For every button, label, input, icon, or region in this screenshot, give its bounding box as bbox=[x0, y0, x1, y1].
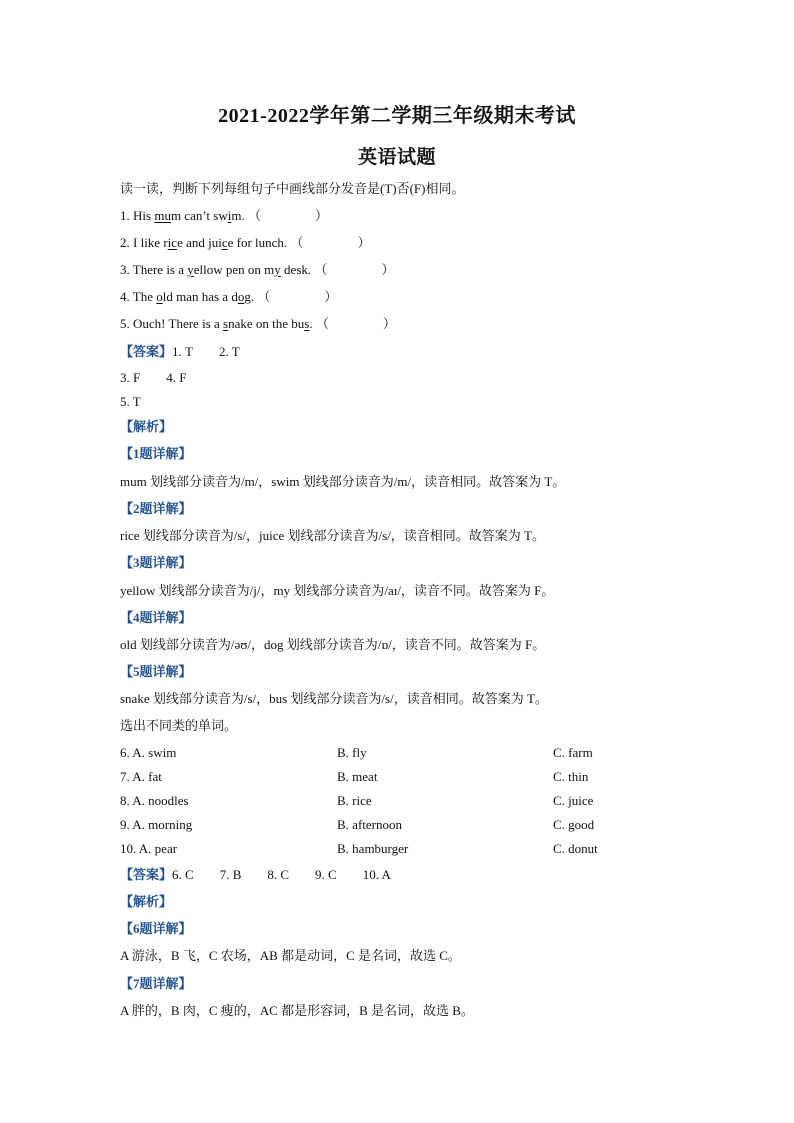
option-a: 9. A. morning bbox=[120, 817, 193, 832]
answers-5: 5. T bbox=[120, 394, 141, 409]
analysis-tag-2: 【解析】 bbox=[120, 894, 173, 909]
underlined-letter: c bbox=[221, 235, 228, 250]
underlined-letter: y bbox=[274, 262, 281, 277]
question-1: 1. His mum can’t swim. （ ） bbox=[120, 208, 329, 223]
underlined-letter: y bbox=[187, 262, 194, 277]
option-b: B. hamburger bbox=[337, 841, 409, 856]
question-2: 2. I like rice and juice for lunch. （ ） bbox=[120, 235, 371, 250]
underlined-letter: i bbox=[227, 208, 232, 223]
option-a: 8. A. noodles bbox=[120, 793, 189, 808]
answers-6-10: 【答案】6. C 7. B 8. C 9. C 10. A bbox=[120, 867, 391, 882]
exam-title: 2021-2022学年第二学期三年级期末考试 bbox=[218, 105, 576, 127]
underlined-letter: s bbox=[223, 316, 229, 331]
exam-subtitle: 英语试题 bbox=[357, 147, 436, 168]
option-b: B. fly bbox=[337, 745, 367, 760]
option-b: B. meat bbox=[337, 769, 378, 784]
underlined-letter: s bbox=[304, 316, 310, 331]
question-3: 3. There is a yellow pen on my desk. （ ） bbox=[120, 262, 395, 277]
answers-1-2: 【答案】1. T 2. T bbox=[120, 344, 240, 359]
option-b: B. rice bbox=[337, 793, 372, 808]
detail-text-6: A 游泳，B 飞，C 农场，AB 都是动词，C 是名词，故选 C。 bbox=[120, 948, 461, 963]
part1-instruction: 读一读，判断下列每组句子中画线部分发音是(T)否(F)相同。 bbox=[120, 181, 465, 196]
option-c: C. juice bbox=[553, 793, 594, 808]
detail-head-7: 【7题详解】 bbox=[120, 976, 192, 991]
option-a: 7. A. fat bbox=[120, 769, 162, 784]
answer-bracket-open: （ bbox=[257, 289, 271, 304]
underlined-letter: o bbox=[156, 289, 163, 304]
answer-bracket-close: ） bbox=[381, 262, 395, 277]
detail-text-2: rice 划线部分读音为/s/，juice 划线部分读音为/s/，读音相同。故答案为 T。 bbox=[120, 528, 546, 543]
option-c: C. donut bbox=[553, 841, 598, 856]
detail-text-7: A 胖的，B 肉，C 瘦的，AC 都是形容词，B 是名词，故选 B。 bbox=[120, 1003, 474, 1018]
underlined-letter: m bbox=[154, 208, 165, 223]
option-c: C. farm bbox=[553, 745, 593, 760]
detail-text-3: yellow 划线部分读音为/j/，my 划线部分读音为/aɪ/，读音不同。故答案为 F。 bbox=[120, 583, 555, 598]
option-c: C. thin bbox=[553, 769, 589, 784]
answer-bracket-close: ） bbox=[315, 208, 329, 223]
underlined-letter: c bbox=[171, 235, 178, 250]
answer-bracket-close: ） bbox=[324, 289, 338, 304]
detail-text-4: old 划线部分读音为/əʊ/，dog 划线部分读音为/ɒ/，读音不同。故答案为 F。 bbox=[120, 637, 546, 652]
question-4: 4. The old man has a dog. （ ） bbox=[120, 289, 338, 304]
answer-bracket-open: （ bbox=[290, 235, 304, 250]
detail-text-5: snake 划线部分读音为/s/，bus 划线部分读音为/s/，读音相同。故答案为 T。 bbox=[120, 691, 548, 706]
underlined-letter: i bbox=[167, 235, 172, 250]
answer-bracket-open: （ bbox=[248, 208, 262, 223]
detail-text-1: mum 划线部分读音为/m/，swim 划线部分读音为/m/，读音相同。故答案为 T。 bbox=[120, 474, 566, 489]
detail-head-5: 【5题详解】 bbox=[120, 664, 192, 679]
option-b: B. afternoon bbox=[337, 817, 402, 832]
answer-bracket-close: ） bbox=[382, 316, 396, 331]
analysis-tag: 【解析】 bbox=[120, 419, 173, 434]
detail-head-6: 【6题详解】 bbox=[120, 921, 192, 936]
answer-bracket-close: ） bbox=[357, 235, 371, 250]
answer-bracket-open: （ bbox=[315, 316, 329, 331]
answer-bracket-open: （ bbox=[314, 262, 328, 277]
detail-head-4: 【4题详解】 bbox=[120, 610, 192, 625]
option-a: 6. A. swim bbox=[120, 745, 177, 760]
underlined-letter: o bbox=[237, 289, 245, 304]
detail-head-1: 【1题详解】 bbox=[120, 446, 192, 461]
part2-instruction: 选出不同类的单词。 bbox=[120, 718, 238, 733]
question-5: 5. Ouch! There is a snake on the bus. （ ） bbox=[120, 316, 396, 331]
detail-head-3: 【3题详解】 bbox=[120, 555, 192, 570]
option-a: 10. A. pear bbox=[120, 841, 178, 856]
option-c: C. good bbox=[553, 817, 595, 832]
underlined-letter: u bbox=[164, 208, 171, 223]
answer-tag: 【答案】 bbox=[120, 867, 173, 882]
detail-head-2: 【2题详解】 bbox=[120, 501, 192, 516]
answer-tag: 【答案】 bbox=[120, 344, 173, 359]
answers-3-4: 3. F 4. F bbox=[120, 370, 187, 385]
